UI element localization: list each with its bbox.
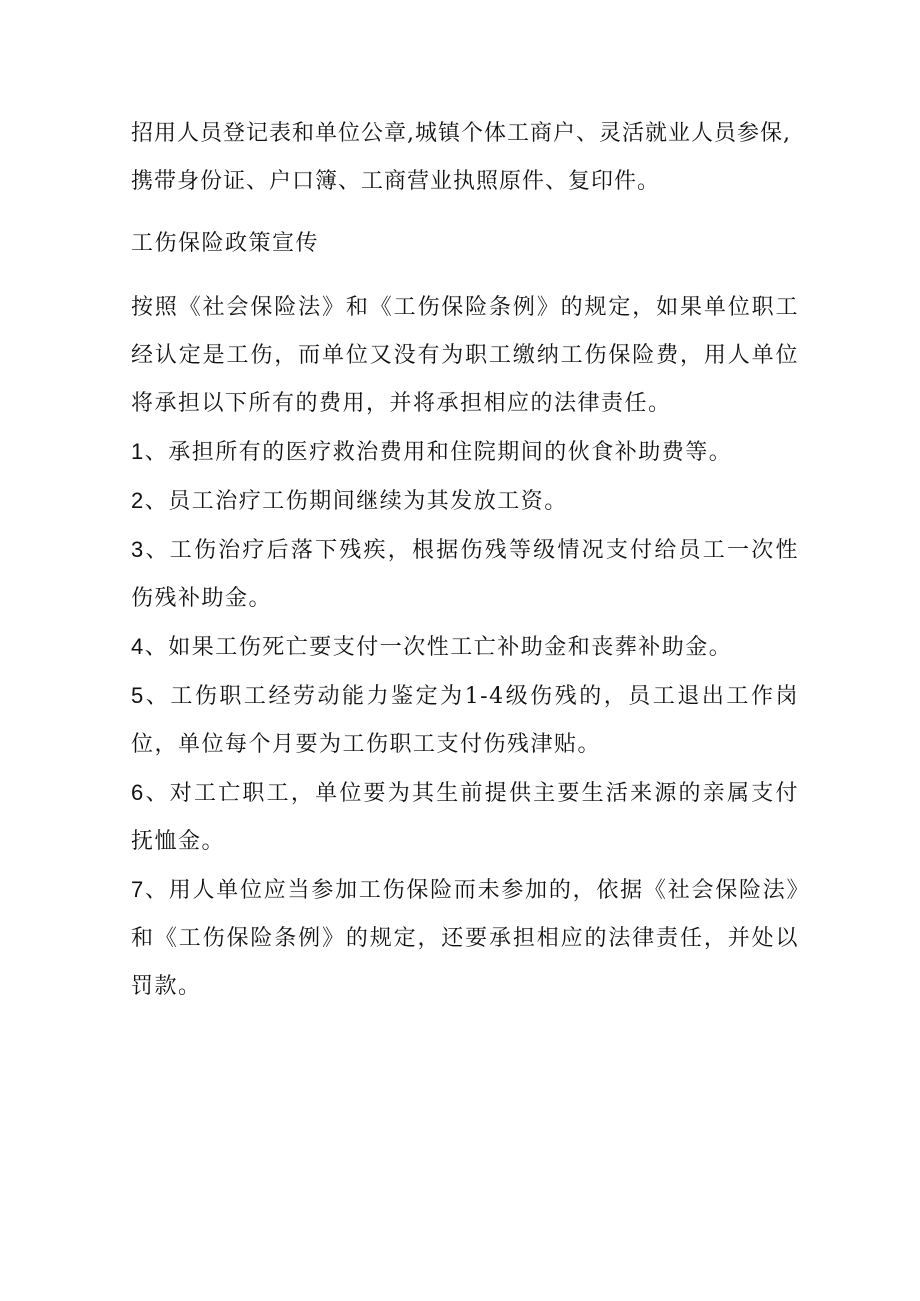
list-item-text: 、如果工伤死亡要支付一次性工亡补助金和丧葬补助金。 bbox=[144, 635, 733, 660]
list-item-number: 5 bbox=[131, 683, 145, 708]
list-item-6 bbox=[131, 769, 799, 866]
list-item-2 bbox=[131, 477, 799, 526]
list-item-text: 、用人单位应当参加工伤保险而未参加的，依据《社会保险法》和《工伤保险条例》的规定，还要承担相应的法律责任，并处以罚款。 bbox=[131, 878, 799, 999]
list-item-7 bbox=[131, 866, 799, 1011]
list-item-5 bbox=[131, 672, 799, 769]
list-item-4 bbox=[131, 623, 799, 672]
list-item-number: 3 bbox=[131, 537, 145, 562]
section-heading: 工伤保险政策宣传 bbox=[131, 231, 320, 256]
intro-line-1: 招用人员登记表和单位公章,城镇个体工商户、灵活就业人员参保, bbox=[131, 121, 791, 146]
list-item-number: 6 bbox=[131, 780, 145, 805]
spacer bbox=[131, 268, 799, 284]
document-body bbox=[131, 110, 799, 1011]
list-item-3 bbox=[131, 526, 799, 623]
list-item-text: 、对工亡职工，单位要为其生前提供主要生活来源的亲属支付抚恤金。 bbox=[131, 781, 799, 854]
list-item-number: 2 bbox=[131, 488, 145, 513]
lead-paragraph: 按照《社会保险法》和《工伤保险条例》的规定，如果单位职工经认定是工伤，而单位又没有为职工缴纳工伤保险费，用人单位将承担以下所有的费用，并将承担相应的法律责任。 bbox=[131, 295, 799, 416]
list-item-number: 7 bbox=[131, 877, 145, 902]
list-item-number: 1 bbox=[131, 439, 145, 464]
list-item-text: 、承担所有的医疗救治费用和住院期间的伙食补助费等。 bbox=[144, 440, 733, 465]
list-item-text: 、工伤职工经劳动能力鉴定为1-4级伤残的，员工退出工作岗位，单位每个月要为工伤职工支付伤残津贴。 bbox=[131, 684, 799, 757]
list-item-text: 、员工治疗工伤期间继续为其发放工资。 bbox=[144, 489, 568, 514]
intro-line-2: 携带身份证、户口簿、工商营业执照原件、复印件。 bbox=[131, 169, 661, 194]
list-item-number: 4 bbox=[131, 634, 145, 659]
list-item-1 bbox=[131, 428, 799, 477]
list-item-text: 、工伤治疗后落下残疾，根据伤残等级情况支付给员工一次性伤残补助金。 bbox=[131, 538, 799, 611]
